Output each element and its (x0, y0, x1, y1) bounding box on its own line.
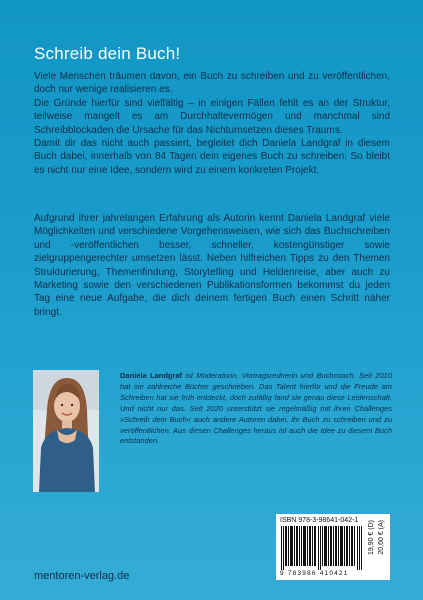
author-portrait-image (33, 370, 99, 492)
intro-paragraph: Damit dir das nicht auch passiert, begleitet dich Daniela Landgraf in diesem Buch dabei, innerhalb von 84 Tagen dein eigenes Buch zu schreiben. So bleibt es nicht nur eine Idee, sondern wird zu einem konkreten Projekt. (34, 138, 390, 176)
intro-paragraph: Die Gründe hierfür sind vielfältig – in einigen Fällen fehlt es an der Struktur, teilweise mangelt es am Durchhaltevermögen und manchmal sind Schreibblockaden die Ursache für das Nichtumsetzen dieses Traums. (34, 97, 390, 136)
intro-text-block (34, 70, 390, 177)
cover-headline: Schreib dein Buch! (34, 44, 181, 63)
barcode-digits: 9 783986 410421 (280, 570, 349, 577)
author-bio (120, 371, 392, 447)
price-austria: 20,60 € (A) (378, 520, 385, 555)
author-name: Daniela Landgraf (120, 371, 183, 380)
intro-paragraph: Viele Menschen träumen davon, ein Buch zu schreiben und zu veröffentlichen, doch nur wenige realisieren es. (34, 71, 390, 96)
publisher-website: mentoren-verlag.de (34, 570, 130, 582)
isbn-barcode-label (276, 514, 390, 580)
author-bio-text: ist Moderatorin, Vortragsrednerin und Buchcoach. Seit 2010 hat sie zahlreiche Bücher geschrieben. Das Talent hierfür und die Freude am Schreiben hat sie früh entdeckt, doch zufällig fand sie genau diese Leidenschaft. Und nicht nur das. Seit 2020 unterstützt sie regelmäßig mit ihren Challenges »Schreib dein Buch« auch andere Autoren dabei, ihr Buch zu schreiben und zu veröffentlichen. Aus diesen Challenges heraus ist auch die Idee zu diesem Buch entstanden. (120, 371, 392, 446)
price-germany: 19,90 € (D) (368, 520, 375, 556)
author-photo (33, 370, 99, 492)
isbn-number: ISBN 978-3-98641-042-1 (280, 517, 359, 524)
description-paragraph: Aufgrund ihrer jahrelangen Erfahrung als Autorin kennt Daniela Landgraf viele Möglichkeiten und verschiedene Vorgehensweisen, wie sich das Buchschreiben und -veröffentlichen besser, schneller, kostengünstiger sowie zielgruppengerechter umsetzen lässt. Neben hilfreichen Tipps zu den Themen Strukturierung, Themenfindung, Storytelling und Heldenreise, aber auch zu Marketing sowie den verschiedenen Publikationsformen bekommst du jeden Tag eine neue Aufgabe, die dich deinem fertigen Buch einen Schritt näher bringt. (34, 213, 390, 318)
barcode-icon (281, 526, 363, 570)
